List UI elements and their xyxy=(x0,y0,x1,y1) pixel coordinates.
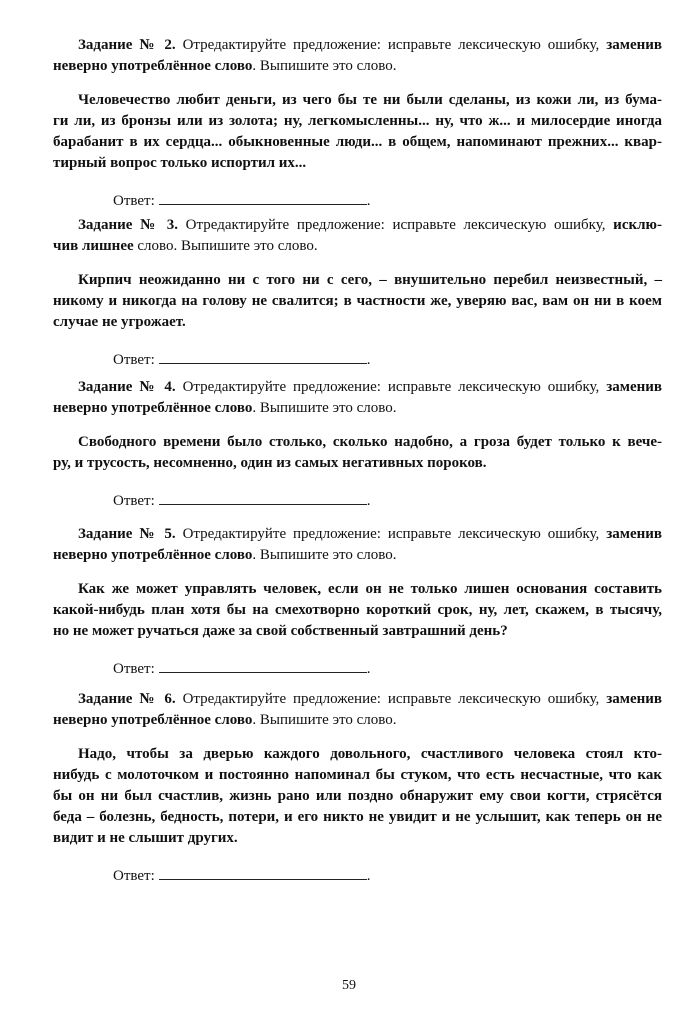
task-4 xyxy=(53,377,662,512)
task-instruction xyxy=(53,215,662,257)
instruction-text: Отредактируйте предложение: исправьте лексическую ошибку, xyxy=(175,691,607,707)
sentence-line: беда – болезнь, бедность, потери, и его никто не увидит и не услышит, как теперь он не xyxy=(53,809,662,825)
instruction-line xyxy=(53,689,662,710)
task-instruction xyxy=(53,35,662,77)
task-2 xyxy=(53,35,662,212)
answer-end-period: . xyxy=(366,193,371,209)
answer-blank-field[interactable] xyxy=(159,490,367,505)
sentence-line: Кирпич неожиданно ни с того ни с сего, – внушительно перебил неизвестный, – xyxy=(78,272,662,288)
sentence-line: какой-нибудь план хотя бы на смехотворно короткий срок, ну, лет, скажем, в тысячу, xyxy=(53,602,662,618)
sentence-line: Надо, чтобы за дверью каждого довольного, счастливого человека стоял кто- xyxy=(78,746,662,762)
answer-blank-field[interactable] xyxy=(159,349,367,364)
instruction-emphasis: чив лишнее xyxy=(53,238,134,254)
instruction-text: Отредактируйте предложение: исправьте лексическую ошибку, xyxy=(175,37,607,53)
sentence-line: ру, и трусость, несомненно, один из самых негативных пороков. xyxy=(53,455,487,471)
instruction-text: Отредактируйте предложение: исправьте лексическую ошибку, xyxy=(178,217,614,233)
task-sentence xyxy=(53,270,662,333)
instruction-line xyxy=(53,56,662,77)
instruction-emphasis: исклю- xyxy=(613,217,662,233)
instruction-text: . Выпишите это слово. xyxy=(252,58,397,74)
answer-end-period: . xyxy=(366,352,371,368)
instruction-text: Отредактируйте предложение: исправьте лексическую ошибку, xyxy=(175,526,607,542)
instruction-text: Отредактируйте предложение: исправьте лексическую ошибку, xyxy=(175,379,607,395)
sentence-line: бы он ни был счастлив, жизнь рано или поздно обнаружит ему свои когти, стрясётся xyxy=(53,788,662,804)
instruction-emphasis: заменив xyxy=(606,379,662,395)
task-sentence xyxy=(53,744,662,849)
instruction-line xyxy=(53,377,662,398)
answer-row xyxy=(113,490,662,512)
instruction-text: . Выпишите это слово. xyxy=(252,712,397,728)
sentence-line: видит и не слышит других. xyxy=(53,830,238,846)
answer-blank-field[interactable] xyxy=(159,658,367,673)
task-5 xyxy=(53,524,662,680)
instruction-line xyxy=(53,236,662,257)
instruction-line xyxy=(53,545,662,566)
instruction-text: слово. Выпишите это слово. xyxy=(133,238,318,254)
instruction-text: . Выпишите это слово. xyxy=(252,400,397,416)
instruction-line xyxy=(53,35,662,56)
task-title: Задание № 6. xyxy=(78,691,176,707)
instruction-emphasis: неверно употреблённое слово xyxy=(53,712,253,728)
instruction-line xyxy=(53,398,662,419)
task-title: Задание № 5. xyxy=(78,526,176,542)
sentence-line: тирный вопрос только испортил их... xyxy=(53,155,307,171)
instruction-text: . Выпишите это слово. xyxy=(252,547,397,563)
sentence-line: но не может ручаться даже за свой собственный завтрашний день? xyxy=(53,623,508,639)
sentence-line: ги ли, из бронзы или из золота; ну, легкомысленны... ну, что ж... и милосердие иногда xyxy=(53,113,662,129)
sentence-line: случае не угрожает. xyxy=(53,314,186,330)
instruction-line xyxy=(53,524,662,545)
instruction-emphasis: неверно употреблённое слово xyxy=(53,58,253,74)
answer-end-period: . xyxy=(366,868,371,884)
answer-label: Ответ: xyxy=(113,493,155,509)
sentence-line: Как же может управлять человек, если он не только лишен основания составить xyxy=(78,581,662,597)
task-title: Задание № 3. xyxy=(78,217,179,233)
answer-label: Ответ: xyxy=(113,193,155,209)
sentence-line: барабанит в их сердца... обыкновенные люди... в общем, напоминают прежних... квар- xyxy=(53,134,662,150)
answer-label: Ответ: xyxy=(113,661,155,677)
task-sentence xyxy=(53,579,662,642)
instruction-emphasis: неверно употреблённое слово xyxy=(53,400,253,416)
answer-label: Ответ: xyxy=(113,868,155,884)
page-number: 59 xyxy=(342,978,356,993)
task-3 xyxy=(53,215,662,371)
instruction-emphasis: заменив xyxy=(606,37,662,53)
answer-row xyxy=(113,349,662,371)
sentence-line: никому и никогда на голову не свалится; в частности же, уверяю вас, вам он ни в коем xyxy=(53,293,662,309)
sentence-line: Человечество любит деньги, из чего бы те ни были сделаны, из кожи ли, из бума- xyxy=(78,92,662,108)
answer-end-period: . xyxy=(366,493,371,509)
sentence-line: нибудь с молоточком и постоянно напоминал бы стуком, что есть несчастные, что как xyxy=(53,767,662,783)
answer-blank-field[interactable] xyxy=(159,865,367,880)
answer-blank-field[interactable] xyxy=(159,190,367,205)
task-instruction xyxy=(53,377,662,419)
instruction-line xyxy=(53,215,662,236)
task-6 xyxy=(53,689,662,887)
answer-row xyxy=(113,865,662,887)
task-instruction xyxy=(53,689,662,731)
instruction-line xyxy=(53,710,662,731)
answer-row xyxy=(113,658,662,680)
sentence-line: Свободного времени было столько, сколько надобно, а гроза будет только к вече- xyxy=(78,434,662,450)
instruction-emphasis: заменив xyxy=(606,526,662,542)
task-title: Задание № 4. xyxy=(78,379,176,395)
task-sentence xyxy=(53,432,662,474)
task-sentence xyxy=(53,90,662,174)
task-title: Задание № 2. xyxy=(78,37,176,53)
answer-row xyxy=(113,190,662,212)
answer-end-period: . xyxy=(366,661,371,677)
task-instruction xyxy=(53,524,662,566)
instruction-emphasis: неверно употреблённое слово xyxy=(53,547,253,563)
instruction-emphasis: заменив xyxy=(606,691,662,707)
answer-label: Ответ: xyxy=(113,352,155,368)
